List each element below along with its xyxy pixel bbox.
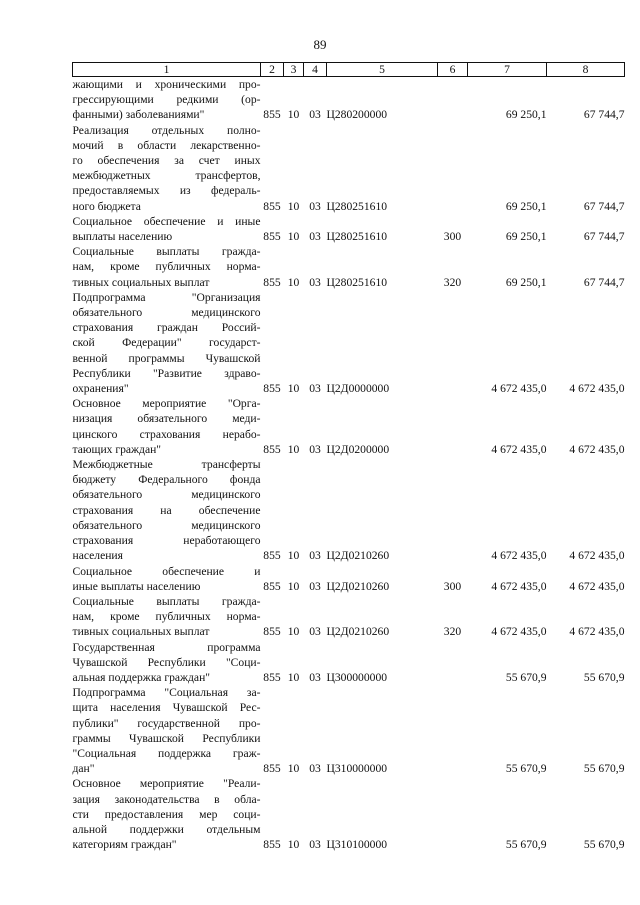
- cell-glavn-code: 855: [263, 108, 281, 122]
- table-row: [73, 457, 625, 563]
- cell-glavn-code: 855: [263, 579, 281, 593]
- cell-expense-type: 320: [443, 275, 462, 289]
- cell-glavn-code: 855: [263, 549, 281, 563]
- cell-amount-year-1: 69 250,1: [505, 230, 547, 244]
- cell-glavn-code: 855: [263, 838, 281, 852]
- cell-glavn-code: 855: [263, 230, 281, 244]
- cell-expense-type: [438, 396, 468, 457]
- table-row: [73, 685, 625, 776]
- cell-amount-year-1: 4 672 435,0: [491, 442, 547, 456]
- cell-amount-year-2: 67 744,7: [583, 108, 625, 122]
- row-name: Государственная программа Чувашской Республики "Соци- альная поддержка граждан": [72, 640, 261, 684]
- cell-target-article: Ц310100000: [326, 838, 388, 852]
- cell-amount-year-2: 4 672 435,0: [569, 625, 625, 639]
- column-header: 5: [327, 63, 438, 77]
- table-row: [73, 77, 625, 123]
- cell-amount-year-2: 4 672 435,0: [569, 382, 625, 396]
- cell-glavn-code: 855: [263, 275, 281, 289]
- cell-section: 10: [287, 625, 300, 639]
- cell-amount-year-1: 69 250,1: [505, 199, 547, 213]
- row-name: Основное мероприятие "Реали- зация законодательства в обла- сти предоставления мер соци- альной поддержки отдельным категориям граждан": [72, 777, 261, 852]
- cell-subsection: 03: [309, 625, 321, 639]
- cell-target-article: Ц280200000: [326, 108, 388, 122]
- column-header: 1: [73, 63, 261, 77]
- table-row: [73, 290, 625, 396]
- cell-expense-type: [438, 640, 468, 686]
- cell-subsection: 03: [309, 442, 321, 456]
- cell-amount-year-2: 4 672 435,0: [569, 579, 625, 593]
- cell-target-article: Ц2Д0000000: [326, 382, 390, 396]
- cell-expense-type: 300: [443, 230, 462, 244]
- cell-expense-type: 320: [443, 625, 462, 639]
- cell-section: 10: [287, 442, 300, 456]
- cell-amount-year-2: 4 672 435,0: [569, 549, 625, 563]
- cell-glavn-code: 855: [263, 625, 281, 639]
- cell-expense-type: 300: [443, 579, 462, 593]
- cell-expense-type: [438, 123, 468, 214]
- row-name: Межбюджетные трансферты бюджету Федерального фонда обязательного медицинского страхования на обеспечение обязательного медицинского страхования неработающего населения: [72, 458, 261, 563]
- cell-target-article: Ц310000000: [326, 762, 388, 776]
- table-row: [73, 594, 625, 640]
- cell-target-article: Ц2Д0210260: [326, 625, 390, 639]
- cell-target-article: Ц280251610: [326, 199, 388, 213]
- cell-section: 10: [287, 199, 300, 213]
- cell-subsection: 03: [309, 275, 321, 289]
- cell-section: 10: [287, 579, 300, 593]
- table-row: [73, 640, 625, 686]
- row-name: Подпрограмма "Организация обязательного медицинского страхования граждан Россий- ской Федерации" государст- венной программы Чувашской Республики "Развитие здраво- охранения": [72, 290, 261, 396]
- cell-target-article: Ц300000000: [326, 670, 388, 684]
- table-row: [73, 776, 625, 852]
- cell-subsection: 03: [309, 199, 321, 213]
- cell-amount-year-1: 55 670,9: [505, 838, 547, 852]
- table-row: [73, 396, 625, 457]
- cell-glavn-code: 855: [263, 199, 281, 213]
- row-name: Социальные выплаты гражда- нам, кроме публичных норма- тивных социальных выплат: [72, 245, 261, 289]
- cell-subsection: 03: [309, 108, 321, 122]
- cell-section: 10: [287, 670, 300, 684]
- cell-glavn-code: 855: [263, 762, 281, 776]
- cell-subsection: 03: [309, 382, 321, 396]
- cell-section: 10: [287, 230, 300, 244]
- cell-section: 10: [287, 275, 300, 289]
- cell-target-article: Ц2Д0200000: [326, 442, 390, 456]
- cell-amount-year-2: 67 744,7: [583, 199, 625, 213]
- cell-expense-type: [438, 776, 468, 852]
- cell-glavn-code: 855: [263, 670, 281, 684]
- cell-amount-year-1: 4 672 435,0: [491, 625, 547, 639]
- row-name: Основное мероприятие "Орга- низация обязательного меди- цинского страхования нерабо- тающих граждан": [72, 397, 261, 456]
- table-row: [73, 214, 625, 244]
- cell-target-article: Ц280251610: [326, 275, 388, 289]
- column-header: 4: [304, 63, 327, 77]
- cell-glavn-code: 855: [263, 382, 281, 396]
- row-name: Реализация отдельных полно- мочий в области лекарственно- го обеспечения за счет иных межбюджетных трансфертов, предоставляемых из федераль- ного бюджета: [72, 123, 261, 213]
- table-header-row: [73, 63, 625, 77]
- cell-expense-type: [438, 77, 468, 123]
- cell-amount-year-1: 4 672 435,0: [491, 579, 547, 593]
- cell-amount-year-1: 69 250,1: [505, 275, 547, 289]
- row-name: Социальные выплаты гражда- нам, кроме публичных норма- тивных социальных выплат: [72, 594, 261, 639]
- cell-amount-year-2: 55 670,9: [583, 838, 625, 852]
- cell-amount-year-2: 55 670,9: [583, 670, 625, 684]
- cell-amount-year-1: 69 250,1: [505, 108, 547, 122]
- column-header: 2: [261, 63, 284, 77]
- cell-amount-year-1: 4 672 435,0: [491, 382, 547, 396]
- cell-expense-type: [438, 457, 468, 563]
- table-row: [73, 244, 625, 290]
- cell-subsection: 03: [309, 230, 321, 244]
- row-name: жающими и хроническими про- грессирующими редкими (ор- фанными) заболеваниями": [72, 78, 261, 122]
- row-name: Социальное обеспечение и иные выплаты населению: [72, 214, 261, 244]
- cell-subsection: 03: [309, 762, 321, 776]
- cell-section: 10: [287, 108, 300, 122]
- column-header: 8: [547, 63, 625, 77]
- cell-section: 10: [287, 549, 300, 563]
- cell-amount-year-1: 55 670,9: [505, 762, 547, 776]
- cell-subsection: 03: [309, 549, 321, 563]
- budget-table: [72, 62, 625, 852]
- cell-section: 10: [287, 838, 300, 852]
- cell-subsection: 03: [309, 670, 321, 684]
- cell-amount-year-2: 67 744,7: [583, 230, 625, 244]
- cell-section: 10: [287, 762, 300, 776]
- row-name: Подпрограмма "Социальная за- щита населения Чувашской Рес- публики" государственной про- граммы Чувашской Республики "Социальная поддержка граж- дан": [72, 686, 261, 776]
- cell-glavn-code: 855: [263, 442, 281, 456]
- column-header: 7: [468, 63, 547, 77]
- column-header: 3: [284, 63, 304, 77]
- cell-section: 10: [287, 382, 300, 396]
- table-row: [73, 564, 625, 594]
- cell-target-article: Ц2Д0210260: [326, 579, 390, 593]
- table-row: [73, 123, 625, 214]
- cell-subsection: 03: [309, 579, 321, 593]
- cell-target-article: Ц280251610: [326, 230, 388, 244]
- cell-amount-year-2: 67 744,7: [583, 275, 625, 289]
- cell-amount-year-2: 4 672 435,0: [569, 442, 625, 456]
- cell-expense-type: [438, 290, 468, 396]
- cell-subsection: 03: [309, 838, 321, 852]
- cell-amount-year-1: 4 672 435,0: [491, 549, 547, 563]
- cell-amount-year-1: 55 670,9: [505, 670, 547, 684]
- page-number: 89: [313, 37, 327, 52]
- cell-amount-year-2: 55 670,9: [583, 762, 625, 776]
- cell-expense-type: [438, 685, 468, 776]
- row-name: Социальное обеспечение и иные выплаты населению: [72, 564, 261, 593]
- column-header: 6: [438, 63, 468, 77]
- cell-target-article: Ц2Д0210260: [326, 549, 390, 563]
